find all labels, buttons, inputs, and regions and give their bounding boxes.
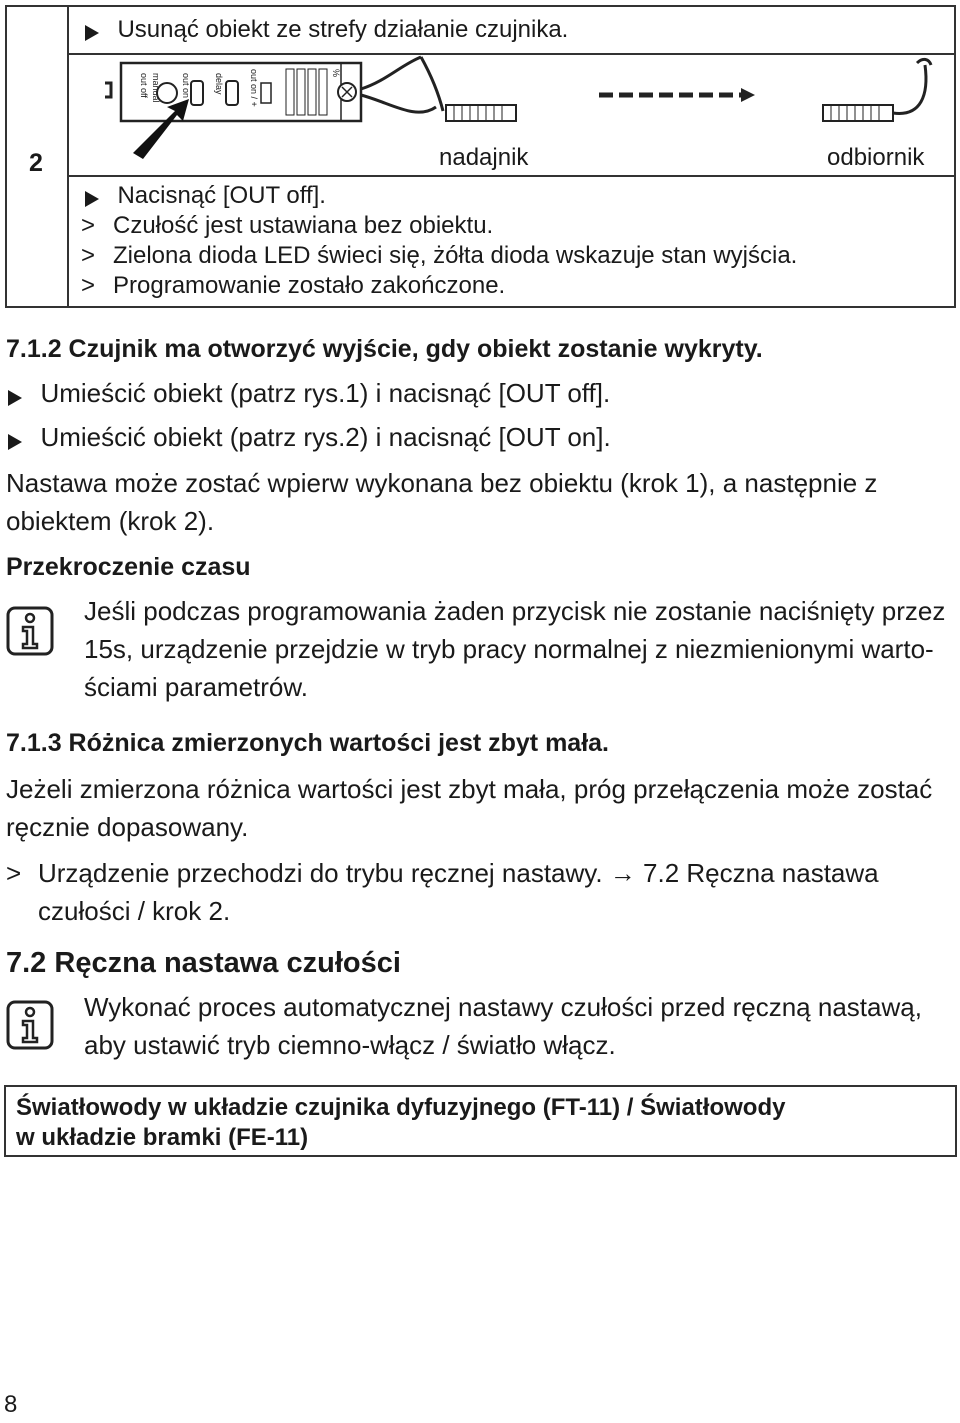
fiber-cable <box>361 95 436 112</box>
step-number-column <box>7 7 69 306</box>
note-text: obiektem (krok 2). <box>6 506 215 536</box>
result-item: > Zielona dioda LED świeci się, żółta dioda wskazuje stan wyjścia. <box>81 242 798 269</box>
receiver-label: odbiornik <box>827 144 925 171</box>
label-delay: delay <box>214 73 224 95</box>
label-scale-percent: % <box>331 69 341 78</box>
fiber-cable <box>917 59 931 65</box>
timeout-heading: Przekroczenie czasu <box>6 553 251 581</box>
fiber-cable <box>893 65 926 113</box>
body-text: ręcznie dopasowany. <box>6 812 249 842</box>
fiber-cable <box>421 57 443 111</box>
out-off-button <box>191 81 203 105</box>
bullet-arrow-icon <box>85 191 99 207</box>
step-number: 2 <box>29 149 43 177</box>
note-text: Nastawa może zostać wpierw wykonana bez obiektu (krok 1), a następnie z <box>6 468 878 498</box>
result-text: czułości / krok 2. <box>38 896 231 926</box>
delay-button <box>226 81 238 105</box>
sensor-diagram <box>71 55 955 175</box>
bullet-arrow-icon <box>8 434 22 450</box>
section-heading: 7.1.2 Czujnik ma otworzyć wyjście, gdy obiekt zostanie wykryty. <box>6 335 763 363</box>
info-text: aby ustawić tryb ciemno-włącz / światło włącz. <box>84 1030 616 1060</box>
fiber-cable <box>361 57 421 89</box>
result-text: Urządzenie przechodzi do trybu ręcznej nastawy. → 7.2 Ręczna nastawa <box>38 858 879 888</box>
bullet-arrow-icon <box>8 390 22 406</box>
section-heading: 7.2 Ręczna nastawa czułości <box>6 947 401 979</box>
info-text: Jeśli podczas programowania żaden przycisk nie zostanie naciśnięty przez <box>84 596 946 626</box>
boxed-heading-line: w układzie bramki (FE-11) <box>16 1124 309 1151</box>
result-marker: > <box>6 858 22 888</box>
bracket-mark <box>105 83 111 97</box>
out-on-button <box>261 83 271 103</box>
bullet-arrow-icon <box>85 25 99 41</box>
row-divider <box>69 175 954 177</box>
instruction-text: Usunąć obiekt ze strefy działanie czujnika. <box>117 16 569 43</box>
result-item: > Programowanie zostało zakończone. <box>81 272 506 299</box>
step-text: Umieścić obiekt (patrz rys.2) i nacisnąć [OUT on]. <box>40 422 611 452</box>
info-text: 15s, urządzenie przejdzie w tryb pracy normalnej z niezmienionymi warto- <box>84 634 934 664</box>
transmitter-label: nadajnik <box>439 144 529 171</box>
instruction-row <box>85 181 326 211</box>
info-text: ściami parametrów. <box>84 672 308 702</box>
label-out-off: out off <box>139 73 149 98</box>
boxed-heading <box>4 1085 957 1157</box>
step-table <box>5 5 956 308</box>
beam-arrow-icon <box>741 88 755 102</box>
body-text: Jeżeli zmierzona różnica wartości jest zbyt mała, próg przełączenia może zostać <box>6 774 933 804</box>
result-item: > Czułość jest ustawiana bez obiektu. <box>81 212 494 239</box>
result-list <box>81 211 797 301</box>
info-icon <box>6 606 54 656</box>
step-text: Umieścić obiekt (patrz rys.1) i nacisnąć [OUT off]. <box>40 378 611 408</box>
info-text: Wykonać proces automatycznej nastawy czułości przed ręczną nastawą, <box>84 992 922 1022</box>
page-number: 8 <box>4 1391 18 1418</box>
instruction-text: Nacisnąć [OUT off]. <box>117 182 326 209</box>
label-manual: manual <box>151 73 161 103</box>
label-out-on: out on <box>181 73 191 99</box>
transmitter-head <box>446 105 516 121</box>
section-heading: 7.1.3 Różnica zmierzonych wartości jest zbyt mała. <box>6 729 609 757</box>
step-item <box>8 420 611 454</box>
info-icon <box>6 1000 54 1050</box>
boxed-heading-line: Światłowody w układzie czujnika dyfuzyjnego (FT-11) / Światłowody <box>16 1094 786 1121</box>
receiver-head <box>823 105 893 121</box>
instruction-row <box>85 15 568 45</box>
label-out-on-plus: out on / + <box>249 69 259 107</box>
step-item <box>8 376 610 410</box>
light-beam <box>599 88 755 102</box>
